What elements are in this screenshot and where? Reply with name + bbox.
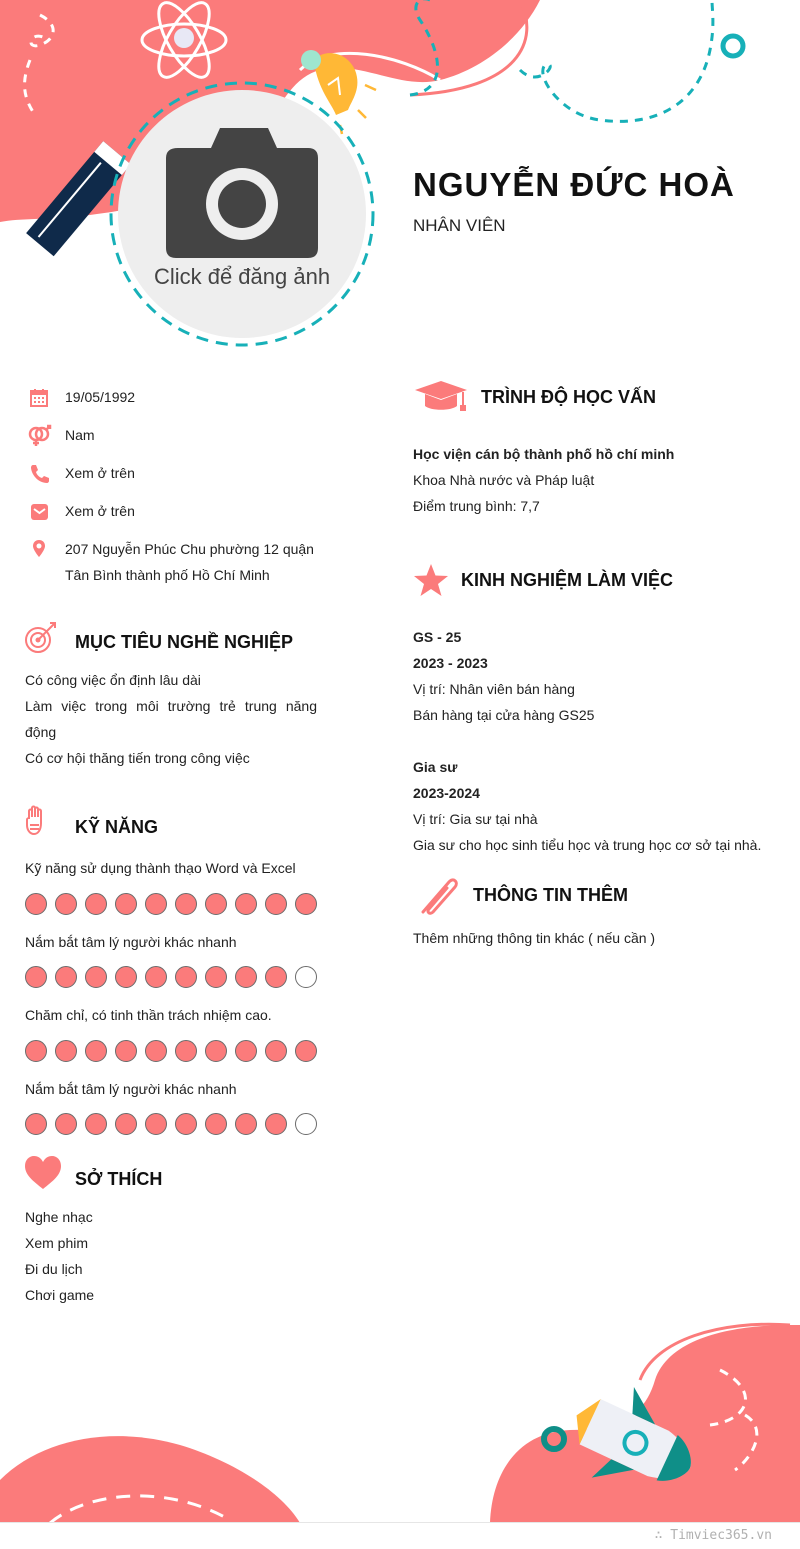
email-icon [26, 499, 52, 525]
rating-dot-filled [265, 893, 287, 915]
rating-dot-filled [205, 893, 227, 915]
address-row [26, 536, 326, 590]
email-value: Xem ở trên [65, 503, 135, 519]
rating-dot-filled [55, 1040, 77, 1062]
gender-icon [26, 423, 52, 449]
hobby-item: Nghe nhạc [25, 1209, 93, 1225]
rating-dot-empty [295, 1113, 317, 1135]
rating-dot-empty [295, 966, 317, 988]
skill-label: Kỹ năng sử dụng thành thạo Word và Excel [25, 860, 296, 876]
rating-dot-filled [265, 1040, 287, 1062]
job-description: Bán hàng tại cửa hàng GS25 [413, 707, 595, 723]
rating-dot-filled [205, 1113, 227, 1135]
address-line-2: Tân Bình thành phố Hồ Chí Minh [65, 567, 270, 583]
gender-row [26, 422, 326, 450]
rating-dot-filled [25, 966, 47, 988]
rating-dot-filled [115, 966, 137, 988]
rating-dot-filled [85, 1113, 107, 1135]
bottom-right-decoration [470, 1320, 800, 1523]
rating-dot-filled [175, 1113, 197, 1135]
rating-dot-filled [175, 966, 197, 988]
skills-heading: KỸ NĂNG [75, 817, 159, 837]
rating-dot-filled [205, 1040, 227, 1062]
objective-text [25, 667, 317, 771]
rating-dot-filled [145, 1040, 167, 1062]
rating-dot-filled [85, 966, 107, 988]
footer-divider [0, 1522, 800, 1523]
candidate-name: NGUYỄN ĐỨC HOÀ [413, 166, 735, 203]
rating-dot-filled [145, 893, 167, 915]
rating-dot-filled [145, 966, 167, 988]
rating-dot-filled [115, 893, 137, 915]
extra-info-text: Thêm những thông tin khác ( nếu cần ) [413, 930, 656, 946]
education-heading: TRÌNH ĐỘ HỌC VẤN [481, 387, 656, 407]
avatar-photo-frame[interactable] [108, 80, 376, 348]
phone-row [26, 460, 326, 488]
target-icon [23, 620, 59, 656]
bottom-left-decoration [0, 1420, 320, 1523]
birthday-row [26, 384, 326, 412]
rating-dot-filled [55, 966, 77, 988]
hobby-item: Đi du lịch [25, 1261, 83, 1277]
skill-rating [25, 966, 325, 990]
rating-dot-filled [235, 1040, 257, 1062]
location-icon [26, 537, 52, 563]
hobby-item: Xem phim [25, 1235, 89, 1251]
rating-dot-filled [115, 1113, 137, 1135]
skill-rating [25, 1040, 325, 1064]
job-entry [413, 624, 783, 728]
gender-value: Nam [65, 427, 95, 443]
heart-icon [24, 1155, 62, 1191]
job-title: NHÂN VIÊN [413, 216, 506, 235]
objective-line: động [25, 724, 57, 740]
objective-heading: MỤC TIÊU NGHỀ NGHIỆP [75, 632, 294, 652]
rating-dot-filled [145, 1113, 167, 1135]
skill-label: Nắm bắt tâm lý người khác nhanh [25, 1081, 237, 1097]
paperclip-icon [415, 874, 459, 918]
rating-dot-filled [295, 893, 317, 915]
email-row [26, 498, 326, 526]
graduation-cap-icon [413, 380, 469, 414]
rating-dot-filled [55, 893, 77, 915]
watermark: ∴ Timviec365.vn [654, 1528, 772, 1543]
address-value [65, 536, 325, 588]
extra-info-heading: THÔNG TIN THÊM [473, 885, 628, 905]
upload-photo-label[interactable]: Click để đăng ảnh [153, 264, 331, 289]
job-entry [413, 754, 793, 858]
rating-dot-filled [85, 893, 107, 915]
rating-dot-filled [265, 1113, 287, 1135]
hobbies-list [25, 1204, 94, 1308]
skill-rating [25, 893, 325, 917]
objective-line: Làm việc trong môi trường trẻ trung năng [25, 698, 317, 714]
rating-dot-filled [235, 1113, 257, 1135]
job-period: 2023 - 2023 [413, 655, 488, 671]
hobby-item: Chơi game [25, 1287, 95, 1303]
rating-dot-filled [25, 893, 47, 915]
rating-dot-filled [295, 1040, 317, 1062]
skill-label: Nắm bắt tâm lý người khác nhanh [25, 934, 237, 950]
hand-icon [24, 805, 48, 839]
school-name: Học viện cán bộ thành phố hồ chí minh [413, 446, 675, 462]
gpa: Điểm trung bình: 7,7 [413, 498, 540, 514]
rating-dot-filled [25, 1040, 47, 1062]
job-period: 2023-2024 [413, 785, 480, 801]
rating-dot-filled [235, 893, 257, 915]
rating-dot-filled [235, 966, 257, 988]
rating-dot-filled [265, 966, 287, 988]
phone-icon [26, 461, 52, 487]
rating-dot-filled [175, 1040, 197, 1062]
job-position: Vị trí: Nhân viên bán hàng [413, 681, 575, 697]
hobbies-heading: SỞ THÍCH [75, 1169, 163, 1189]
job-position: Vị trí: Gia sư tại nhà [413, 811, 538, 827]
rating-dot-filled [85, 1040, 107, 1062]
skill-label: Chăm chỉ, có tinh thần trách nhiệm cao. [25, 1007, 272, 1023]
address-line-1: 207 Nguyễn Phúc Chu phường 12 quận [65, 541, 314, 557]
education-details [413, 441, 783, 519]
objective-line: Có công việc ổn định lâu dài [25, 672, 201, 688]
rating-dot-filled [205, 966, 227, 988]
experience-heading: KINH NGHIỆM LÀM VIỆC [461, 570, 674, 590]
faculty: Khoa Nhà nước và Pháp luật [413, 472, 595, 488]
star-icon [413, 563, 449, 597]
company-name: Gia sư [413, 759, 458, 775]
rating-dot-filled [55, 1113, 77, 1135]
phone-value: Xem ở trên [65, 465, 135, 481]
skill-rating [25, 1113, 325, 1137]
rating-dot-filled [115, 1040, 137, 1062]
rating-dot-filled [175, 893, 197, 915]
birthday-value: 19/05/1992 [65, 389, 136, 405]
company-name: GS - 25 [413, 629, 462, 645]
objective-line: Có cơ hội thăng tiến trong công việc [25, 750, 250, 766]
job-description: Gia sư cho học sinh tiểu học và trung học cơ sở tại nhà. [413, 837, 762, 853]
calendar-icon [26, 385, 52, 411]
rating-dot-filled [25, 1113, 47, 1135]
